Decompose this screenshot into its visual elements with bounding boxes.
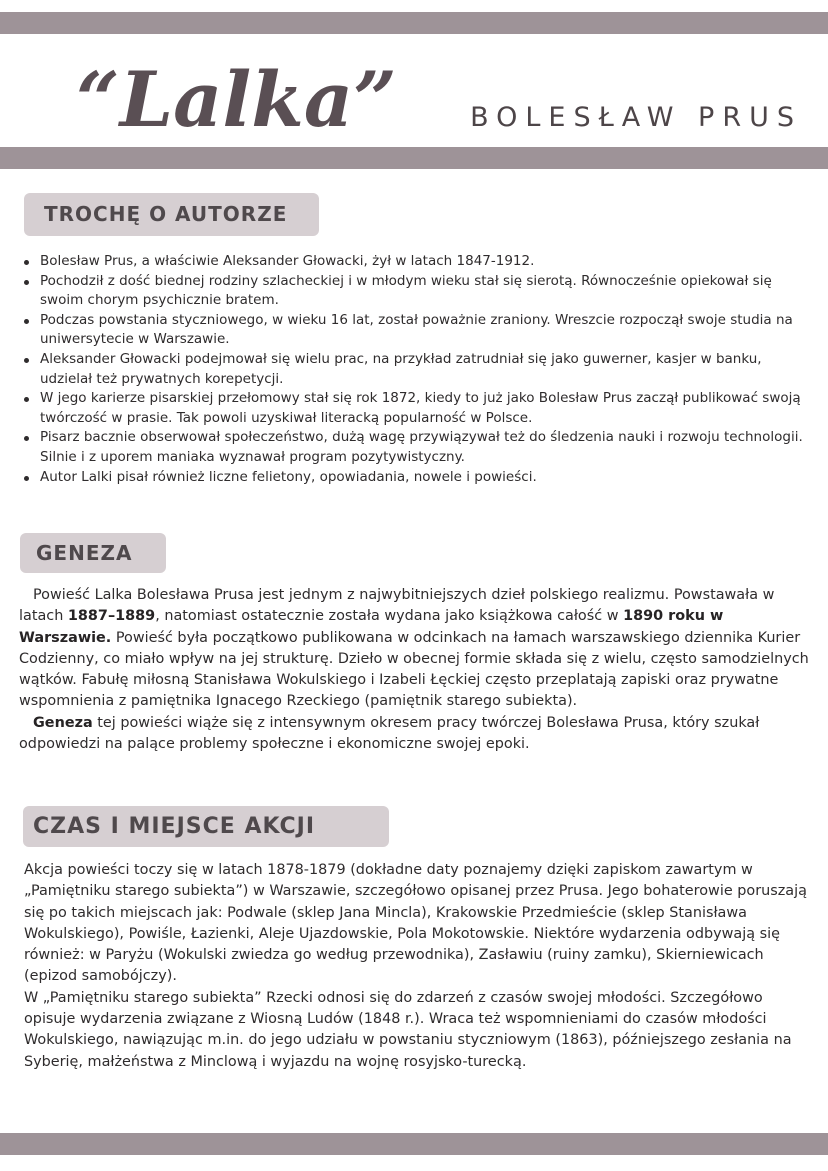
bold-years: 1887–1889 bbox=[67, 608, 156, 625]
list-item-text: W jego karierze pisarskiej przełomowy stał się rok 1872, kiedy to już jako Bolesław Prus zaczął publikować swoją twórczość w prasie. Tak powoli uzyskiwał literacką popularność w Polsce. bbox=[40, 390, 801, 426]
section-heading-czas: CZAS I MIEJSCE AKCJI bbox=[23, 806, 389, 847]
text-run: , natomiast ostatecznie została wydana jako książkowa całość w bbox=[155, 608, 624, 625]
list-item-text: Autor Lalki pisał również liczne felietony, opowiadania, nowele i powieści. bbox=[40, 468, 537, 485]
title-block bbox=[76, 40, 397, 150]
list-item-text: Bolesław Prus, a właściwie Aleksander Głowacki, żył w latach 1847-1912. bbox=[40, 253, 535, 269]
bullet-icon bbox=[24, 436, 29, 441]
section-heading-geneza: GENEZA bbox=[20, 533, 166, 573]
list-item-text: Aleksander Głowacki podejmował się wielu prac, na przykład zatrudniał się jako guwerner, kasjer w banku, udzielał też prywatnych korepetycji. bbox=[40, 350, 762, 387]
list-item-text: Pisarz bacznie obserwował społeczeństwo, dużą wagę przywiązywał też do śledzenia nauki i rozwoju technologii. Silnie i z uporem maniaka wyznawał program pozytywistyczny. bbox=[40, 429, 803, 465]
list-item bbox=[22, 252, 812, 272]
top-decorative-band bbox=[0, 12, 828, 34]
bullet-icon bbox=[24, 358, 29, 363]
text-run: tej powieści wiąże się z intensywnym okresem pracy twórczej Bolesława Prusa, który szukał odpowiedzi na palące problemy społeczne i ekonomiczne swojej epoki. bbox=[19, 714, 760, 753]
title-script bbox=[76, 40, 397, 150]
bullet-icon bbox=[24, 319, 29, 324]
bullet-icon bbox=[24, 280, 29, 285]
footer-band bbox=[0, 1133, 828, 1155]
section-heading-author: TROCHĘ O AUTORZE bbox=[24, 193, 319, 236]
list-item bbox=[22, 428, 812, 467]
author-bullet-list bbox=[22, 252, 812, 487]
list-item bbox=[22, 311, 812, 350]
title-text: “Lalka” bbox=[76, 55, 397, 144]
author-name: BOLESŁAW PRUS bbox=[470, 102, 802, 133]
bold-publication: 1890 roku w Warszawie. bbox=[19, 608, 724, 646]
list-item-text: Podczas powstania styczniowego, w wieku 16 lat, został poważnie zraniony. Wreszcie rozpoczął swoje studia na uniwersytecie w Warszawie. bbox=[40, 311, 793, 348]
czas-paragraph bbox=[24, 860, 814, 1073]
text-run: Powieść była początkowo publikowana w odcinkach na łamach warszawskiego dziennika Kurier Codzienny, co miało wpływ na jej strukturę. Dzieło w obecnej formie składa się z wielu, często samodzielnych wątków. Fabułę miłosną Stanisława Wokulskiego i Izabeli Łęckiej często przeplatają zapiski oraz prywatne wspomnienia z pamiętnika Ignacego Rzeckiego (pamiętnik starego subiekta). bbox=[19, 629, 809, 710]
text-run: Akcja powieści toczy się w latach 1878-1879 (dokładne daty poznajemy dzięki zapiskom zawartym w „Pamiętniku starego subiekta”) w Warszawie, szczegółowo opisanej przez Prusa. Jego bohaterowie poruszają się po takich miejscach jak: Podwale (sklep Jana Mincla), Krakowskie Przedmieście (sklep Stanisława Wokulskiego), Powiśle, Łazienki, Aleje Ujazdowskie, Pola Mokotowskie. Niektóre wydarzenia odbywają się również: w Paryżu (Wokulski zwiedza go według przewodnika), Zasławiu (ruiny zamku), Skierniewicach (epizod samobójczy). bbox=[24, 862, 807, 985]
bold-geneza: Geneza bbox=[33, 714, 93, 731]
list-item bbox=[22, 468, 812, 488]
list-item bbox=[22, 272, 812, 311]
list-item bbox=[22, 389, 812, 428]
bullet-icon bbox=[24, 260, 29, 265]
bullet-icon bbox=[24, 476, 29, 481]
geneza-paragraph bbox=[19, 585, 815, 755]
list-item bbox=[22, 350, 812, 389]
text-run: W „Pamiętniku starego subiekta” Rzecki odnosi się do zdarzeń z czasów swojej młodości. Szczegółowo opisuje wydarzenia związane z Wiosną Ludów (1848 r.). Wraca też wspomnieniami do czasów młodości Wokulskiego, nawiązując m.in. do jego udziału w powstaniu styczniowym (1863), późniejszego zesłania na Syberię, małżeństwa z Minclową i wyjazdu na wojnę rosyjsko-turecką. bbox=[24, 989, 792, 1070]
text-run: Powieść Lalka Bolesława Prusa jest jednym z najwybitniejszych dzieł polskiego realizmu. Powstawała w latach bbox=[19, 587, 775, 625]
bullet-icon bbox=[24, 397, 29, 402]
list-item-text: Pochodził z dość biednej rodziny szlacheckiej i w młodym wieku stał się sierotą. Równocześnie opiekował się swoim chorym psychicznie bratem. bbox=[40, 272, 772, 309]
header-bottom-band bbox=[0, 147, 828, 169]
